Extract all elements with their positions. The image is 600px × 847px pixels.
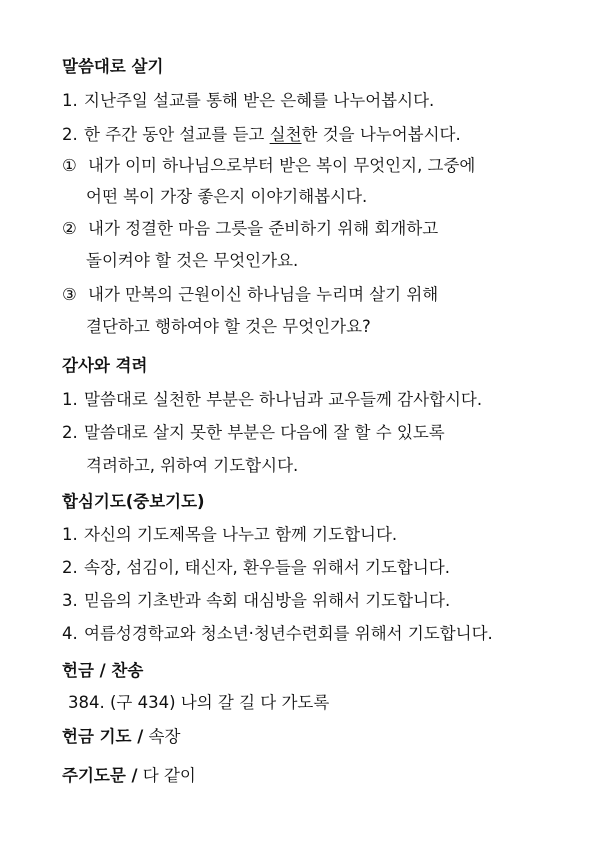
offering-prayer-line <box>62 726 180 748</box>
section-heading-prayer: 합심기도(중보기도) <box>62 492 205 511</box>
list-item <box>62 557 450 579</box>
item-text: 말씀대로 살지 못한 부분은 다음에 잘 할 수 있도록 <box>84 423 445 442</box>
list-item <box>62 422 445 444</box>
list-item <box>62 90 434 112</box>
item-continuation: 결단하고 행하여야 할 것은 무엇인가요? <box>86 317 371 336</box>
item-text: 지난주일 설교를 통해 받은 은혜를 나누어봅시다. <box>84 91 435 110</box>
item-text: 내가 만복의 근원이신 하나님을 누리며 살기 위해 <box>88 285 439 304</box>
underlined-word: 실천 <box>269 125 302 144</box>
item-number: 1. <box>62 390 78 409</box>
lords-prayer-value: 다 같이 <box>137 766 196 785</box>
item-text: 속장, 섬김이, 태신자, 환우들을 위해서 기도합니다. <box>84 558 450 577</box>
circled-item <box>62 218 438 240</box>
item-text: 내가 이미 하나님으로부터 받은 복이 무엇인지, 그중에 <box>88 156 476 175</box>
item-number: 2. <box>62 423 78 442</box>
circled-item <box>62 155 475 177</box>
item-text: 말씀대로 실천한 부분은 하나님과 교우들께 감사합시다. <box>84 390 483 409</box>
list-item <box>62 590 450 612</box>
item-number: 1. <box>62 525 78 544</box>
circled-number: ① <box>62 156 77 175</box>
section-heading-offering: 헌금 / 찬송 <box>62 661 144 680</box>
offering-prayer-value: 속장 <box>143 727 181 746</box>
item-number: 2. <box>62 125 78 144</box>
offering-prayer-heading: 헌금 기도 / <box>62 727 144 746</box>
item-number: 4. <box>62 624 78 643</box>
item-text-pre: 한 주간 동안 설교를 듣고 <box>84 125 270 144</box>
item-text: 자신의 기도제목을 나누고 함께 기도합니다. <box>84 525 398 544</box>
circled-item <box>62 284 438 306</box>
item-continuation: 격려하고, 위하여 기도합시다. <box>86 456 299 475</box>
item-text: 내가 정결한 마음 그릇을 준비하기 위해 회개하고 <box>88 219 439 238</box>
circled-number: ② <box>62 219 77 238</box>
list-item <box>62 124 461 146</box>
item-number: 3. <box>62 591 78 610</box>
item-text-post: 한 것을 나누어봅시다. <box>301 125 461 144</box>
item-continuation: 돌이켜야 할 것은 무엇인가요. <box>86 251 299 270</box>
hymn-line: 384. (구 434) 나의 갈 길 다 가도록 <box>68 693 330 712</box>
lords-prayer-heading: 주기도문 / <box>62 766 138 785</box>
item-text: 믿음의 기초반과 속회 대심방을 위해서 기도합니다. <box>84 591 451 610</box>
section-heading-live-by-word: 말씀대로 살기 <box>62 57 164 76</box>
section-heading-thanks: 감사와 격려 <box>62 356 148 375</box>
item-number: 1. <box>62 91 78 110</box>
list-item <box>62 389 482 411</box>
list-item <box>62 524 397 546</box>
item-number: 2. <box>62 558 78 577</box>
list-item <box>62 623 493 645</box>
item-text: 여름성경학교와 청소년·청년수련회를 위해서 기도합니다. <box>84 624 493 643</box>
item-continuation: 어떤 복이 가장 좋은지 이야기해봅시다. <box>86 187 368 206</box>
circled-number: ③ <box>62 285 77 304</box>
lords-prayer-line <box>62 765 196 787</box>
